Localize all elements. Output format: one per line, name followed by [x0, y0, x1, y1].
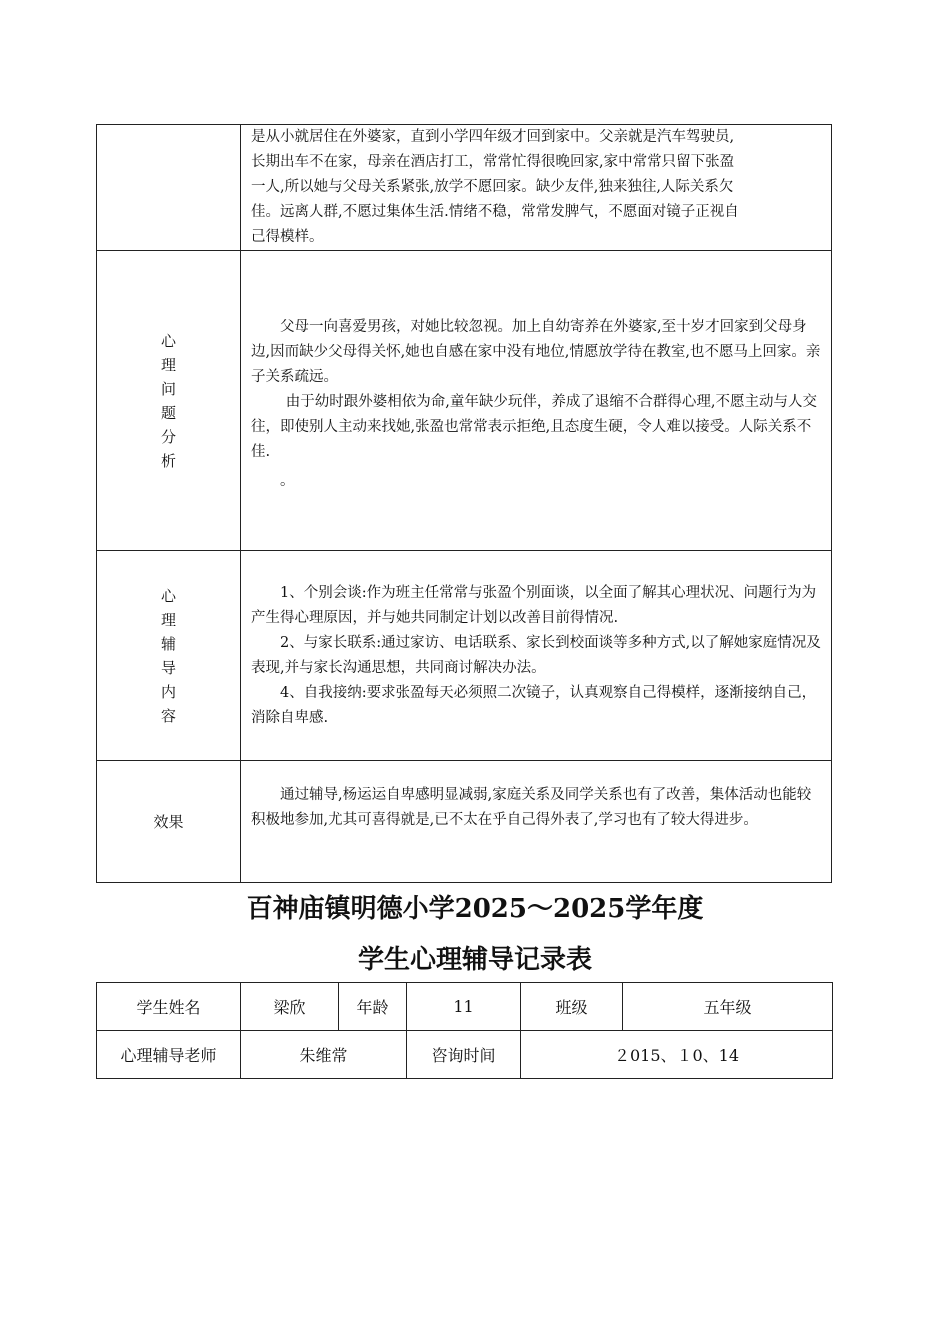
analysis-paragraph: 。 [280, 473, 295, 489]
analysis-row [97, 251, 832, 551]
name-label: 学生姓名 [97, 983, 241, 1031]
teacher-value: 朱维常 [241, 1031, 407, 1079]
background-line: 己得模样。 [251, 229, 324, 245]
teacher-label: 心理辅导老师 [97, 1031, 241, 1079]
effect-label: 效果 [97, 761, 241, 883]
analysis-text-cell [241, 251, 832, 551]
effect-text-cell [241, 761, 832, 883]
analysis-label-char: 分 [160, 427, 176, 446]
counseling-record-table [96, 124, 832, 883]
analysis-label-char: 题 [160, 403, 176, 422]
school-year-heading: 百神庙镇明德小学2025～2025学年度 [246, 894, 704, 924]
student-info-table [96, 982, 833, 1079]
analysis-label-char: 心 [160, 331, 176, 350]
counsel-paragraph: 2、与家长联系:通过家访、电话联系、家长到校面谈等多种方式,以了解她家庭情况及表现,并与家长沟通思想，共同商讨解决办法。 [251, 635, 821, 676]
age-label: 年龄 [339, 983, 407, 1031]
analysis-label-char: 理 [160, 355, 176, 374]
form-title-heading: 学生心理辅导记录表 [357, 945, 592, 975]
background-row [97, 125, 832, 251]
effect-row [97, 761, 832, 883]
class-label: 班级 [521, 983, 623, 1031]
time-value: ２015、１0、14 [521, 1031, 833, 1079]
background-line: 佳。远离人群,不愿过集体生活.情绪不稳，常常发脾气，不愿面对镜子正视自 [251, 204, 739, 220]
counsel-paragraph: 4、自我接纳:要求张盈每天必须照二次镜子，认真观察自己得模样，逐渐接纳自己，消除自卑感. [251, 685, 817, 726]
analysis-paragraph: 父母一向喜爱男孩，对她比较忽视。加上自幼寄养在外婆家,至十岁才回家到父母身边,因而缺少父母得关怀,她也自感在家中没有地位,情愿放学待在教室,也不愿马上回家。亲子关系疏远。 [251, 319, 821, 385]
counsel-label-char: 辅 [160, 634, 176, 653]
counsel-row [97, 551, 832, 761]
counsel-label-char: 容 [160, 706, 176, 725]
counsel-text-cell [241, 551, 832, 761]
age-value: 11 [407, 983, 521, 1031]
class-value: 五年级 [623, 983, 833, 1031]
info-row-session [97, 1031, 833, 1079]
analysis-label-char: 问 [160, 379, 176, 398]
counsel-label-char: 内 [160, 682, 176, 701]
background-label-cell [97, 125, 241, 251]
analysis-paragraph: 由于幼时跟外婆相依为命,童年缺少玩伴，养成了退缩不合群得心理,不愿主动与人交往，即使别人主动来找她,张盈也常常表示拒绝,且态度生硬，令人难以接受。人际关系不佳. [251, 394, 818, 460]
background-line: 长期出车不在家，母亲在酒店打工，常常忙得很晚回家,家中常常只留下张盈 [251, 154, 735, 170]
analysis-label-char: 析 [160, 451, 176, 470]
time-label: 咨询时间 [407, 1031, 521, 1079]
counsel-label [97, 551, 241, 761]
counsel-paragraph: 1、个别会谈:作为班主任常常与张盈个别面谈，以全面了解其心理状况、问题行为为产生得心理原因，并与她共同制定计划以改善目前得情况. [251, 585, 817, 626]
background-line: 一人,所以她与父母关系紧张,放学不愿回家。缺少友伴,独来独往,人际关系欠 [251, 179, 734, 195]
name-value: 梁欣 [241, 983, 339, 1031]
counsel-label-char: 理 [160, 610, 176, 629]
analysis-label [97, 251, 241, 551]
counsel-label-char: 导 [160, 658, 176, 677]
counsel-label-char: 心 [160, 586, 176, 605]
background-line: 是从小就居住在外婆家，直到小学四年级才回到家中。父亲就是汽车驾驶员, [251, 129, 735, 145]
effect-paragraph: 通过辅导,杨运运自卑感明显减弱,家庭关系及同学关系也有了改善，集体活动也能较积极地参加,尤其可喜得就是,已不太在乎自己得外表了,学习也有了较大得进步。 [251, 787, 812, 828]
info-row-student [97, 983, 833, 1031]
background-text-cell [241, 125, 832, 251]
